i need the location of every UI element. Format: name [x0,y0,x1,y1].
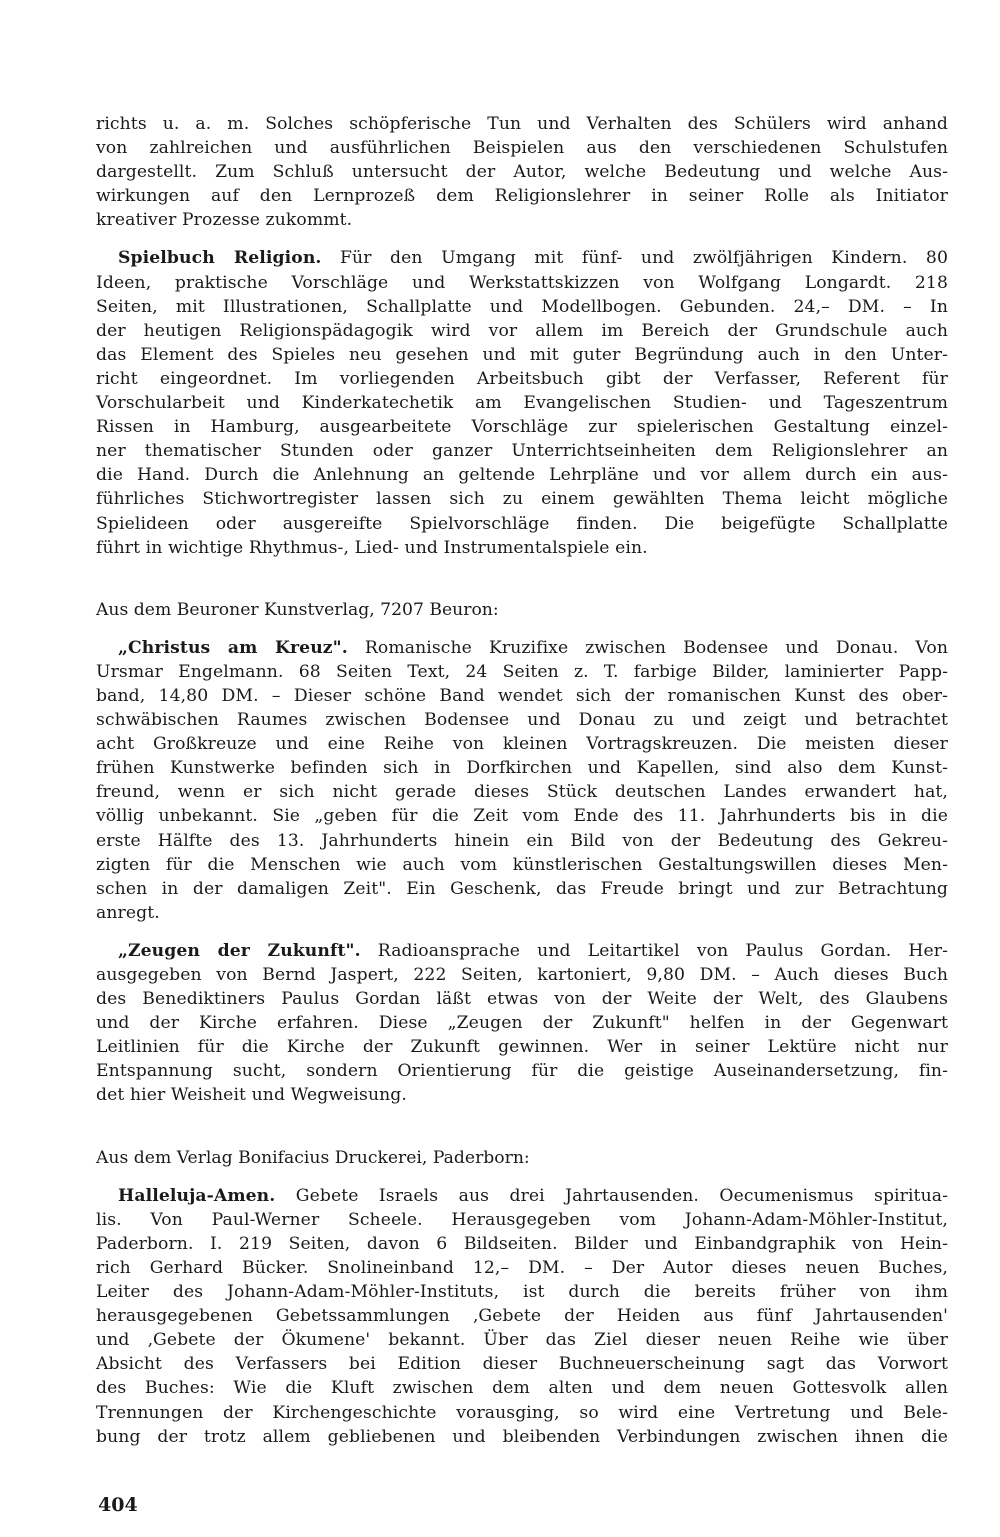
text-line: die Hand. Durch die Anlehnung an geltende Lehrpläne und vor allem durch ein aus- [96,465,948,486]
text-line: des Benediktiners Paulus Gordan läßt etwas von der Weite der Welt, des Glaubens [96,989,948,1010]
text-line: führliches Stichwortregister lassen sich zu einem gewählten Thema leicht mögliche [96,489,948,510]
text-line: Absicht des Verfassers bei Edition dieser Buchneuerscheinung sagt das Vorwort [96,1354,948,1375]
text-span: Gebete Israels aus drei Jahrtausenden. Oecumenismus spiritua- [275,1185,948,1206]
text-line: von zahlreichen und ausführlichen Beispielen aus den verschiedenen Schulstufen [96,138,948,159]
book-title: „Zeugen der Zukunft". [118,940,361,961]
book-title: Halleluja-Amen. [118,1185,276,1206]
review-spielbuch-religion [96,246,948,559]
text-line: frühen Kunstwerke befinden sich in Dorfkirchen und Kapellen, sind also dem Kunst- [96,758,948,779]
page-number: 404 [98,1494,138,1516]
text-line: richt eingeordnet. Im vorliegenden Arbeitsbuch gibt der Verfasser, Referent für [96,368,948,389]
text-line: Entspannung sucht, sondern Orientierung für die geistige Auseinandersetzung, fin- [96,1061,948,1082]
text-line: band, 14,80 DM. – Dieser schöne Band wendet sich der romanischen Kunst des ober- [96,685,948,706]
text-line: ausgegeben von Bernd Jaspert, 222 Seiten, kartoniert, 9,80 DM. – Auch dieses Buch [96,965,948,985]
text-line: führt in wichtige Rhythmus-, Lied- und Instrumentalspiele ein. [96,537,648,558]
text-line: das Element des Spieles neu gesehen und mit guter Begründung auch in den Unter- [96,344,948,365]
text-line: Leiter des Johann-Adam-Möhler-Instituts, ist durch die bereits früher von ihm [96,1282,948,1303]
text-line: anregt. [96,902,160,923]
text-line [96,1184,948,1208]
text-line: lis. Von Paul-Werner Scheele. Herausgegeben vom Johann-Adam-Möhler-Institut, [96,1209,948,1230]
paragraph-continuation [96,112,948,232]
text-line: Paderborn. I. 219 Seiten, davon 6 Bildseiten. Bilder und Einbandgraphik von Hein- [96,1233,948,1254]
text-line: schwäbischen Raumes zwischen Bodensee und Donau zu und zeigt und betrachtet [96,710,948,731]
text-line: des Buches: Wie die Kluft zwischen dem alten und dem neuen Gottesvolk allen [96,1378,948,1399]
text-line: ner thematischer Stunden oder ganzer Unterrichtseinheiten dem Religionslehrer an [96,441,948,462]
review-christus-am-kreuz [96,636,948,925]
publisher-heading: Aus dem Beuroner Kunstverlag, 7207 Beuron: [96,599,499,620]
text-line [96,939,948,963]
text-line: richts u. a. m. Solches schöpferische Tun und Verhalten des Schülers wird anhand [96,114,948,134]
text-line: erste Hälfte des 13. Jahrhunderts hinein ein Bild von der Bedeutung des Gekreu- [96,830,948,851]
text-line: Ursmar Engelmann. 68 Seiten Text, 24 Seiten z. T. farbige Bilder, laminierter Papp- [96,661,948,682]
text-line: Seiten, mit Illustrationen, Schallplatte und Modellbogen. Gebunden. 24,– DM. – In [96,296,948,317]
text-line: Spielideen oder ausgereifte Spielvorschläge finden. Die beigefügte Schallplatte [96,513,948,534]
review-zeugen-der-zukunft [96,939,948,1108]
page-body [96,112,948,1449]
text-line: und ‚Gebete der Ökumene' bekannt. Über das Ziel dieser neuen Reihe wie über [96,1330,948,1351]
text-span: Für den Umgang mit fünf- und zwölfjährigen Kindern. 80 [321,248,948,269]
text-line: dargestellt. Zum Schluß untersucht der Autor, welche Bedeutung und welche Aus- [96,162,948,183]
text-line: und der Kirche erfahren. Diese „Zeugen der Zukunft" helfen in der Gegenwart [96,1013,948,1034]
text-line: Leitlinien für die Kirche der Zukunft gewinnen. Wer in seiner Lektüre nicht nur [96,1037,948,1058]
text-line: völlig unbekannt. Sie „geben für die Zeit vom Ende des 11. Jahrhunderts bis in die [96,806,948,827]
text-line: herausgegebenen Gebetssammlungen ‚Gebete der Heiden aus fünf Jahrtausenden' [96,1306,948,1327]
book-title: Spielbuch Religion. [118,248,322,269]
publisher-heading: Aus dem Verlag Bonifacius Druckerei, Paderborn: [96,1147,530,1168]
text-span: Romanische Kruzifixe zwischen Bodensee und Donau. Von [347,637,948,658]
text-line: Ideen, praktische Vorschläge und Werkstattskizzen von Wolfgang Longardt. 218 [96,272,948,293]
text-line: det hier Weisheit und Wegweisung. [96,1085,407,1106]
text-line: rich Gerhard Bücker. Snolineinband 12,– DM. – Der Autor dieses neuen Buches, [96,1257,948,1278]
text-line: wirkungen auf den Lernprozeß dem Religionslehrer in seiner Rolle als Initiator [96,186,948,207]
text-line [96,246,948,270]
text-line: zigten für die Menschen wie auch vom künstlerischen Gestaltungswillen dieses Men- [96,854,948,875]
text-line: Vorschularbeit und Kinderkatechetik am Evangelischen Studien- und Tageszentrum [96,393,948,414]
review-halleluja-amen [96,1184,948,1449]
text-line: Rissen in Hamburg, ausgearbeitete Vorschläge zur spielerischen Gestaltung einzel- [96,417,948,438]
text-span: Radioansprache und Leitartikel von Paulus Gordan. Her- [360,940,948,961]
text-line: schen in der damaligen Zeit". Ein Geschenk, das Freude bringt und zur Betrachtung [96,878,948,899]
text-line [96,636,948,660]
text-line: der heutigen Religionspädagogik wird vor allem im Bereich der Grundschule auch [96,320,948,341]
text-line: kreativer Prozesse zukommt. [96,210,353,231]
text-line: freund, wenn er sich nicht gerade dieses Stück deutschen Landes erwandert hat, [96,782,948,803]
text-line: acht Großkreuze und eine Reihe von kleinen Vortragskreuzen. Die meisten dieser [96,734,948,755]
text-line: Trennungen der Kirchengeschichte vorausging, so wird eine Vertretung und Bele- [96,1402,948,1423]
text-line: bung der trotz allem gebliebenen und bleibenden Verbindungen zwischen ihnen die [96,1426,948,1447]
book-title: „Christus am Kreuz". [118,637,348,658]
